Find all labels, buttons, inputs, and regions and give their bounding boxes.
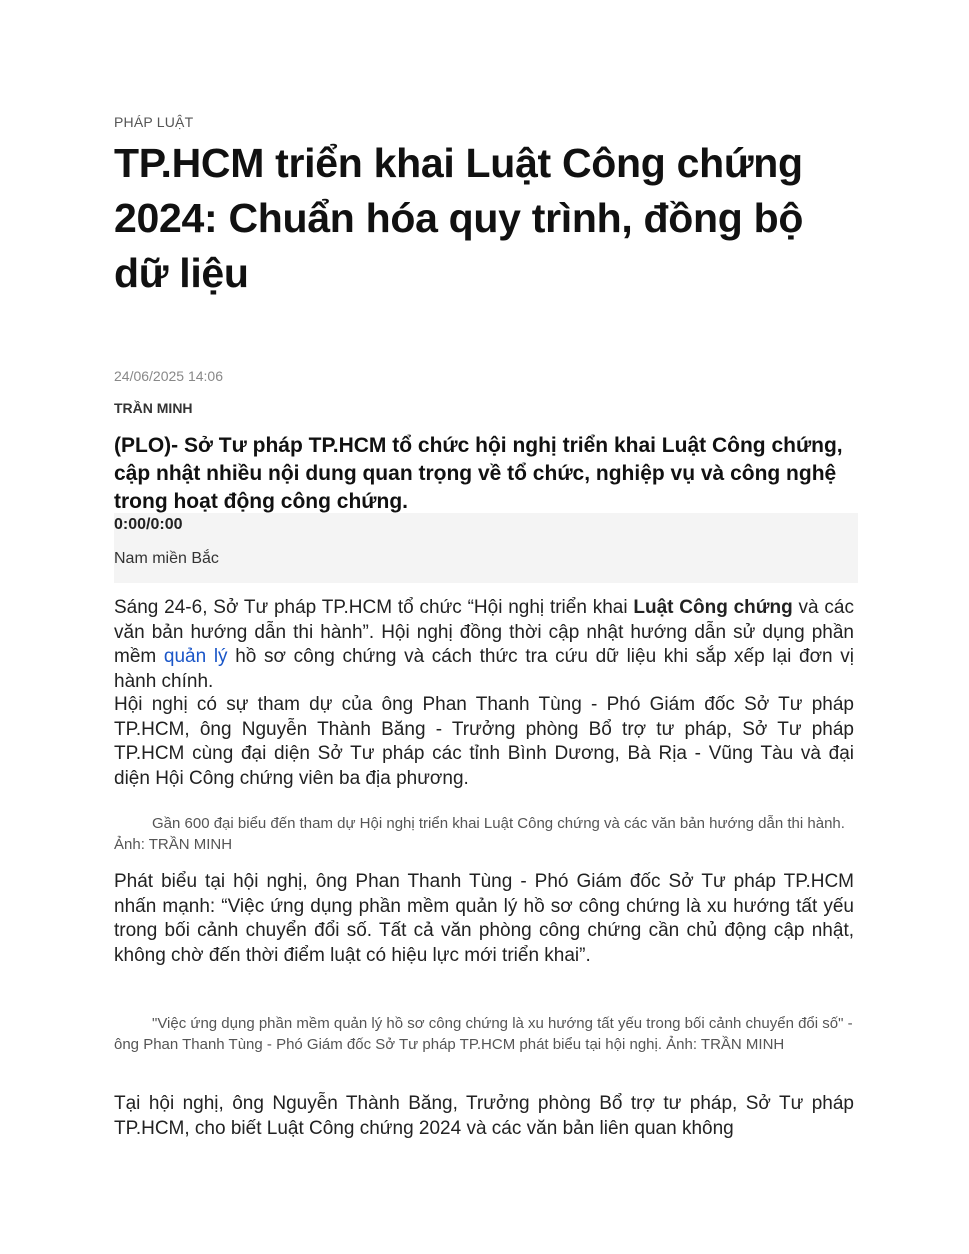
paragraph-text: Sáng 24-6, Sở Tư pháp TP.HCM tổ chức “Hội nghị triển khai <box>114 597 634 618</box>
body-paragraph-1 <box>114 596 854 694</box>
image-caption-2: "Việc ứng dụng phần mềm quản lý hồ sơ công chứng là xu hướng tất yếu trong bối cảnh chuyển đổi số" - ông Phan Thanh Tùng - Phó Giám đốc Sở Tư pháp TP.HCM phát biểu tại hội nghị. Ảnh: TRẦN MINH <box>114 1015 853 1053</box>
body-paragraph-3: Phát biểu tại hội nghị, ông Phan Thanh Tùng - Phó Giám đốc Sở Tư pháp TP.HCM nhấn mạnh: “Việc ứng dụng phần mềm quản lý hồ sơ công chứng là xu hướng tất yếu trong bối cảnh chuyển đổi số. Tất cả văn phòng công chứng cần chủ động cập nhật, không chờ đến thời điểm luật có hiệu lực mới triển khai”. <box>114 871 854 966</box>
bold-keyword: Luật Công chứng <box>633 597 793 618</box>
paragraph-text: hồ sơ công chứng và cách thức tra cứu dữ liệu khi sắp xếp lại đơn vị hành chính. <box>114 646 854 692</box>
audio-player[interactable] <box>114 513 858 583</box>
publish-date: 24/06/2025 14:06 <box>114 368 223 384</box>
article-sapo: (PLO)- Sở Tư pháp TP.HCM tổ chức hội nghị triển khai Luật Công chứng, cập nhật nhiều nội dung quan trọng về tổ chức, nghiệp vụ và công nghệ trong hoạt động công chứng. <box>114 434 843 513</box>
audio-time: 0:00/0:00 <box>114 516 183 533</box>
category-label[interactable]: PHÁP LUẬT <box>114 114 194 130</box>
body-paragraph-4: Tại hội nghị, ông Nguyễn Thành Băng, Trưởng phòng Bổ trợ tư pháp, Sở Tư pháp TP.HCM, cho biết Luật Công chứng 2024 và các văn bản liên quan không <box>114 1093 854 1139</box>
voice-selector[interactable]: Nam miền Bắc <box>114 550 219 567</box>
author-name[interactable]: TRẦN MINH <box>114 400 193 416</box>
body-paragraph-2: Hội nghị có sự tham dự của ông Phan Thanh Tùng - Phó Giám đốc Sở Tư pháp TP.HCM, ông Nguyễn Thành Băng - Trưởng phòng Bổ trợ tư pháp, Sở Tư pháp TP.HCM cùng đại diện Sở Tư pháp các tỉnh Bình Dương, Bà Rịa - Vũng Tàu và đại diện Hội Công chứng viên ba địa phương. <box>114 694 854 789</box>
article-title: TP.HCM triển khai Luật Công chứng 2024: Chuẩn hóa quy trình, đồng bộ dữ liệu <box>114 140 804 296</box>
image-caption-1: Gần 600 đại biểu đến tham dự Hội nghị triển khai Luật Công chứng và các văn bản hướng dẫn thi hành. Ảnh: TRẦN MINH <box>114 815 845 853</box>
inline-link[interactable]: quản lý <box>163 646 228 667</box>
paragraph-text: và các văn bản hướng dẫn thi hành”. Hội nghị đồng thời cập nhật hướng dẫn sử dụng phần mềm <box>114 597 854 667</box>
